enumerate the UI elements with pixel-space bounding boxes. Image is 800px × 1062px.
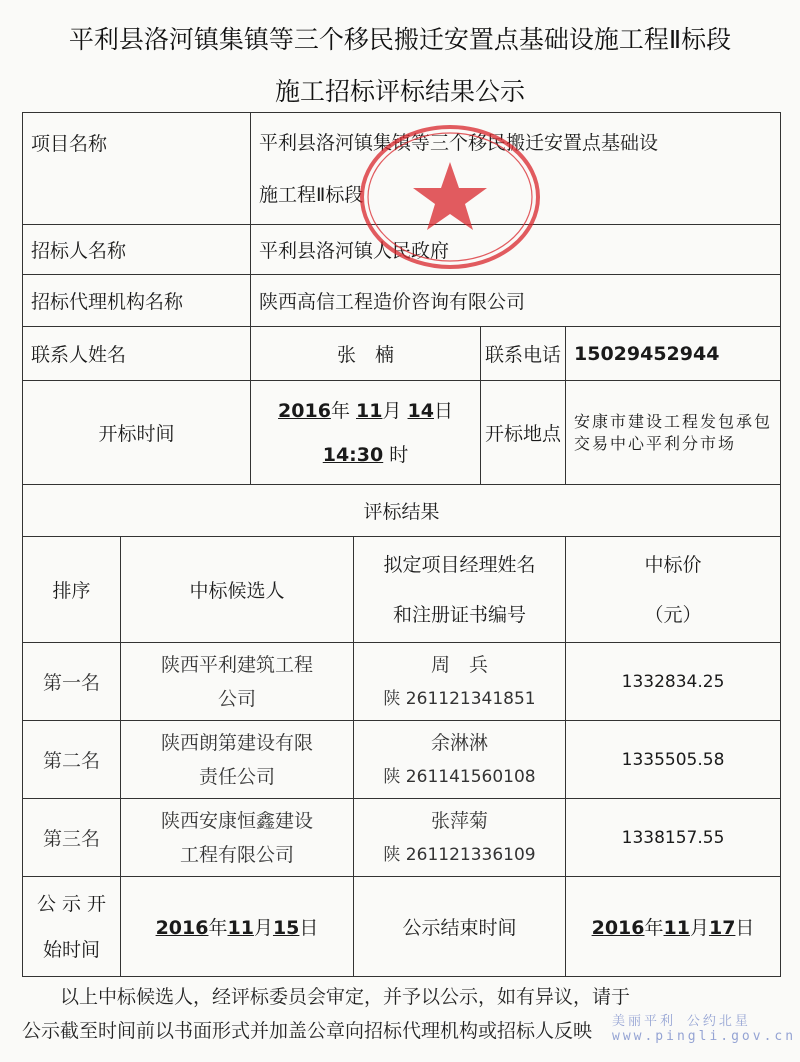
start-month: 11 <box>227 917 254 939</box>
open-day: 14 <box>407 399 434 422</box>
candidate-line-1: 陕西安康恒鑫建设 <box>161 809 314 832</box>
open-place-label: 开标地点 <box>481 381 566 485</box>
month-char: 月 <box>689 917 709 939</box>
day-char: 日 <box>735 917 755 939</box>
title-line-2: 施工招标评标结果公示 <box>274 77 525 106</box>
manager-cert: 陕 261121336109 <box>383 844 536 865</box>
row-publicity <box>23 877 781 977</box>
project-name-line-1: 平利县洛河镇集镇等三个移民搬迁安置点基础设 <box>259 131 659 154</box>
watermark-text: 美丽平利 公约北星 www.pingli.gov.cn <box>612 1014 797 1044</box>
agency-label: 招标代理机构名称 <box>23 275 251 327</box>
price-cell: 1335505.58 <box>566 721 781 799</box>
row-contact <box>23 327 781 381</box>
open-hour: 14:30 <box>322 443 384 466</box>
notice-line-1: 以上中标候选人，经评标委员会审定，并予以公示，如有异议，请于 <box>60 986 631 1008</box>
header-price <box>566 537 781 643</box>
year-char: 年 <box>208 917 228 939</box>
header-candidate: 中标候选人 <box>121 537 354 643</box>
open-clock <box>259 433 472 477</box>
start-day: 15 <box>272 917 300 939</box>
open-time-label: 开标时间 <box>23 381 251 485</box>
publicity-start-value <box>121 877 354 977</box>
day-char: 日 <box>299 917 319 939</box>
end-year: 2016 <box>591 917 645 939</box>
header-manager-line-2: 和注册证书编号 <box>393 603 527 626</box>
year-char: 年 <box>330 399 350 422</box>
end-month: 11 <box>663 917 690 939</box>
manager-cell <box>354 643 566 721</box>
notice-line-2: 公示截至时间前以书面形式并加盖公章向招标代理机构或招标人反映 <box>22 1020 593 1042</box>
row-tenderer <box>23 225 781 275</box>
header-price-line-1: 中标价 <box>644 553 702 576</box>
publicity-end-value <box>566 877 781 977</box>
month-char: 月 <box>253 917 273 939</box>
publicity-start-label-1: 公 示 开 <box>36 892 107 915</box>
manager-name: 周 兵 <box>431 653 489 676</box>
header-manager-line-1: 拟定项目经理姓名 <box>383 553 536 576</box>
hour-char: 时 <box>389 443 409 466</box>
row-opening <box>23 381 781 485</box>
publicity-start-label <box>23 877 121 977</box>
table-row <box>23 643 781 721</box>
header-manager <box>354 537 566 643</box>
candidate-line-2: 工程有限公司 <box>180 843 295 866</box>
row-section-title <box>23 485 781 537</box>
tenderer-label: 招标人名称 <box>23 225 251 275</box>
header-price-line-2: （元） <box>644 603 702 626</box>
rank-cell: 第一名 <box>23 643 121 721</box>
candidate-line-2: 责任公司 <box>199 765 276 788</box>
row-project-name <box>23 113 781 225</box>
price-cell: 1338157.55 <box>566 799 781 877</box>
candidate-cell <box>121 799 354 877</box>
manager-cert: 陕 261141560108 <box>383 766 536 787</box>
tenderer-value: 平利县洛河镇人民政府 <box>251 225 781 275</box>
month-char: 月 <box>382 399 402 422</box>
open-place-value: 安康市建设工程发包承包交易中心平利分市场 <box>566 381 781 485</box>
results-section-title: 评标结果 <box>23 485 781 537</box>
results-header-row <box>23 537 781 643</box>
candidate-line-1: 陕西朗第建设有限 <box>161 731 314 754</box>
table-row <box>23 799 781 877</box>
rank-cell: 第三名 <box>23 799 121 877</box>
rank-cell: 第二名 <box>23 721 121 799</box>
publicity-start-label-2: 始时间 <box>42 938 100 961</box>
manager-cell <box>354 721 566 799</box>
agency-value: 陕西高信工程造价咨询有限公司 <box>251 275 781 327</box>
end-day: 17 <box>708 917 736 939</box>
manager-name: 余淋淋 <box>431 731 489 754</box>
bid-result-table <box>22 112 781 977</box>
price-cell: 1332834.25 <box>566 643 781 721</box>
phone-label: 联系电话 <box>481 327 566 381</box>
row-agency <box>23 275 781 327</box>
candidate-cell <box>121 643 354 721</box>
candidate-cell <box>121 721 354 799</box>
open-time-value <box>251 381 481 485</box>
contact-label: 联系人姓名 <box>23 327 251 381</box>
table-row <box>23 721 781 799</box>
day-char: 日 <box>433 399 453 422</box>
title-line-1: 平利县洛河镇集镇等三个移民搬迁安置点基础设施工程Ⅱ标段 <box>68 25 732 54</box>
open-month: 11 <box>356 399 383 422</box>
publicity-end-label: 公示结束时间 <box>354 877 566 977</box>
candidate-line-2: 公司 <box>218 687 257 710</box>
project-name-label: 项目名称 <box>23 113 251 225</box>
start-year: 2016 <box>155 917 209 939</box>
year-char: 年 <box>644 917 664 939</box>
project-name-line-2: 施工程Ⅱ标段 <box>259 183 364 206</box>
manager-cert: 陕 261121341851 <box>383 688 536 709</box>
manager-name: 张萍菊 <box>431 809 489 832</box>
manager-cell <box>354 799 566 877</box>
open-year: 2016 <box>278 399 331 422</box>
open-date <box>259 389 472 433</box>
candidate-line-1: 陕西平利建筑工程 <box>161 653 314 676</box>
phone-value: 15029452944 <box>566 327 781 381</box>
header-rank: 排序 <box>23 537 121 643</box>
project-name-value <box>251 113 781 225</box>
contact-value: 张 楠 <box>251 327 481 381</box>
